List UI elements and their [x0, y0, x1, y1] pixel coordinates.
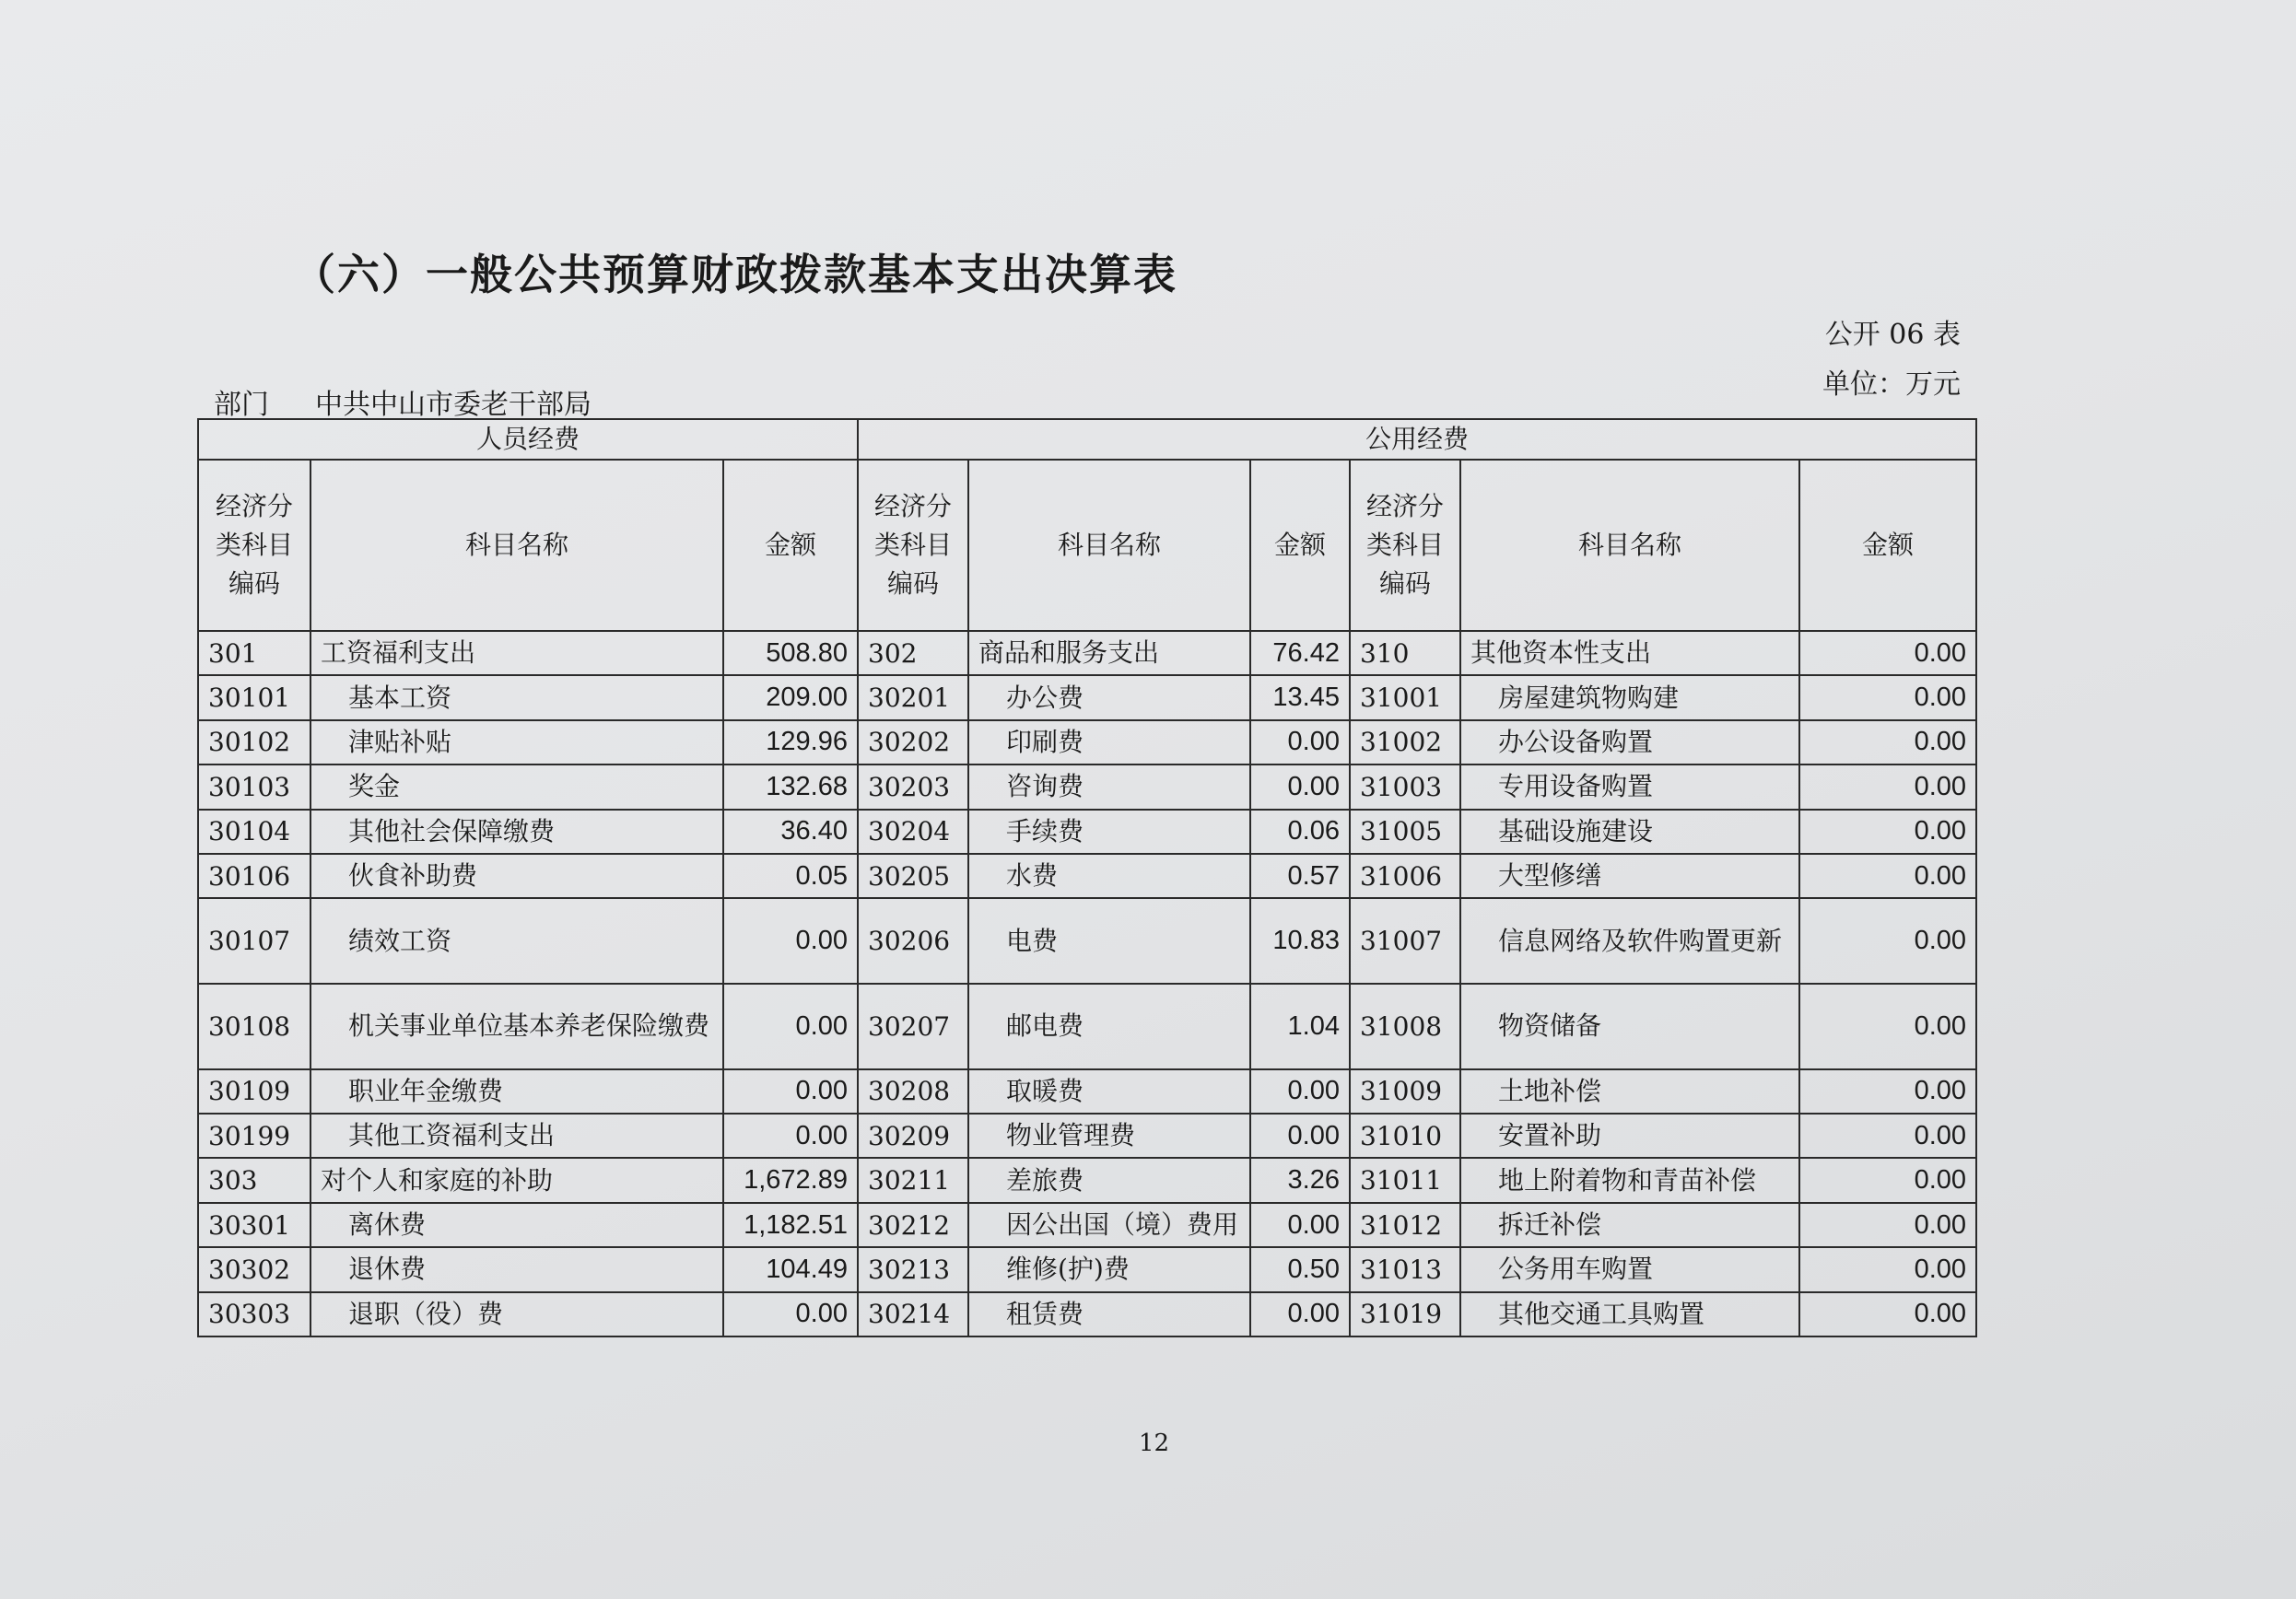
table-row: [198, 810, 1976, 854]
cell-code: 303: [198, 1158, 310, 1202]
cell-code: 30103: [198, 764, 310, 809]
cell-amount: 0.00: [1250, 1114, 1350, 1158]
cell-amount: 129.96: [723, 720, 858, 764]
cell-amount: 0.00: [1799, 1247, 1976, 1291]
table-row: [198, 1069, 1976, 1114]
cell-name: 办公设备购置: [1460, 720, 1799, 764]
cell-name: 办公费: [968, 675, 1250, 719]
cell-code: 30101: [198, 675, 310, 719]
cell-name: 职业年金缴费: [310, 1069, 723, 1114]
cell-amount: 0.06: [1250, 810, 1350, 854]
table-row: [198, 984, 1976, 1069]
cell-amount: 0.00: [1799, 764, 1976, 809]
page-title: （六）一般公共预算财政拨款基本支出决算表: [293, 250, 1177, 299]
cell-amount: 0.00: [1799, 854, 1976, 898]
cell-code: 31011: [1350, 1158, 1460, 1202]
cell-name: 离休费: [310, 1203, 723, 1247]
cell-amount: 1.04: [1250, 984, 1350, 1069]
cell-name: 基本工资: [310, 675, 723, 719]
table-row: [198, 898, 1976, 984]
header-amount-capital: 金额: [1799, 460, 1976, 631]
cell-name: 绩效工资: [310, 898, 723, 984]
cell-name: 咨询费: [968, 764, 1250, 809]
department-value: 中共中山市委老干部局: [315, 389, 592, 421]
header-name-capital: 科目名称: [1460, 460, 1799, 631]
cell-code: 30109: [198, 1069, 310, 1114]
cell-name: 物业管理费: [968, 1114, 1250, 1158]
cell-amount: 0.00: [1799, 898, 1976, 984]
cell-code: 30199: [198, 1114, 310, 1158]
table-row: [198, 764, 1976, 809]
group-public: 公用经费: [858, 419, 1976, 460]
cell-amount: 0.00: [723, 984, 858, 1069]
table-row: [198, 720, 1976, 764]
cell-amount: 0.00: [1799, 720, 1976, 764]
cell-amount: 0.00: [723, 1114, 858, 1158]
cell-code: 30203: [858, 764, 968, 809]
cell-name: 津贴补贴: [310, 720, 723, 764]
cell-name: 大型修缮: [1460, 854, 1799, 898]
cell-amount: 0.00: [1250, 764, 1350, 809]
cell-amount: 0.00: [1799, 1203, 1976, 1247]
cell-name: 土地补偿: [1460, 1069, 1799, 1114]
cell-code: 31009: [1350, 1069, 1460, 1114]
cell-amount: 0.00: [723, 898, 858, 984]
cell-amount: 0.00: [1799, 1069, 1976, 1114]
cell-name: 商品和服务支出: [968, 631, 1250, 675]
cell-name: 安置补助: [1460, 1114, 1799, 1158]
cell-code: 30107: [198, 898, 310, 984]
header-code-capital: 经济分类科目编码: [1350, 460, 1460, 631]
form-number: 公开 06 表: [1824, 319, 1961, 351]
cell-amount: 0.05: [723, 854, 858, 898]
cell-name: 房屋建筑物购建: [1460, 675, 1799, 719]
unit-label: 单位：万元: [1822, 368, 1961, 401]
cell-code: 31010: [1350, 1114, 1460, 1158]
cell-name: 水费: [968, 854, 1250, 898]
table-row: [198, 854, 1976, 898]
cell-amount: 0.00: [1250, 1292, 1350, 1336]
cell-name: 奖金: [310, 764, 723, 809]
cell-code: 30102: [198, 720, 310, 764]
cell-name: 其他社会保障缴费: [310, 810, 723, 854]
cell-amount: 10.83: [1250, 898, 1350, 984]
group-personnel: 人员经费: [198, 419, 858, 460]
cell-name: 因公出国（境）费用: [968, 1203, 1250, 1247]
cell-name: 公务用车购置: [1460, 1247, 1799, 1291]
cell-code: 301: [198, 631, 310, 675]
cell-code: 30208: [858, 1069, 968, 1114]
table-row: [198, 675, 1976, 719]
header-name-personnel: 科目名称: [310, 460, 723, 631]
cell-name: 对个人和家庭的补助: [310, 1158, 723, 1202]
cell-code: 30201: [858, 675, 968, 719]
cell-code: 30202: [858, 720, 968, 764]
cell-amount: 0.00: [1799, 984, 1976, 1069]
header-name-goods: 科目名称: [968, 460, 1250, 631]
cell-code: 30212: [858, 1203, 968, 1247]
cell-amount: 3.26: [1250, 1158, 1350, 1202]
cell-name: 机关事业单位基本养老保险缴费: [310, 984, 723, 1069]
cell-amount: 36.40: [723, 810, 858, 854]
table-row: [198, 1158, 1976, 1202]
cell-code: 302: [858, 631, 968, 675]
cell-code: 30106: [198, 854, 310, 898]
cell-amount: 0.00: [1799, 675, 1976, 719]
cell-name: 基础设施建设: [1460, 810, 1799, 854]
cell-amount: 76.42: [1250, 631, 1350, 675]
cell-amount: 0.00: [1250, 1069, 1350, 1114]
header-code-personnel: 经济分类科目编码: [198, 460, 310, 631]
cell-amount: 0.00: [1799, 1158, 1976, 1202]
department-line: [214, 381, 592, 422]
cell-name: 租赁费: [968, 1292, 1250, 1336]
cell-code: 30205: [858, 854, 968, 898]
cell-amount: 13.45: [1250, 675, 1350, 719]
cell-code: 31003: [1350, 764, 1460, 809]
cell-code: 31007: [1350, 898, 1460, 984]
cell-code: 30108: [198, 984, 310, 1069]
cell-amount: 0.00: [1250, 720, 1350, 764]
cell-amount: 104.49: [723, 1247, 858, 1291]
cell-amount: 0.57: [1250, 854, 1350, 898]
cell-name: 工资福利支出: [310, 631, 723, 675]
cell-name: 印刷费: [968, 720, 1250, 764]
header-amount-goods: 金额: [1250, 460, 1350, 631]
cell-name: 专用设备购置: [1460, 764, 1799, 809]
cell-amount: 0.00: [1799, 1114, 1976, 1158]
cell-code: 31006: [1350, 854, 1460, 898]
cell-code: 31012: [1350, 1203, 1460, 1247]
cell-code: 30301: [198, 1203, 310, 1247]
table-row: [198, 1114, 1976, 1158]
table-row: [198, 1247, 1976, 1291]
cell-name: 维修(护)费: [968, 1247, 1250, 1291]
cell-name: 邮电费: [968, 984, 1250, 1069]
cell-code: 31002: [1350, 720, 1460, 764]
budget-table: [197, 418, 1977, 1337]
cell-name: 拆迁补偿: [1460, 1203, 1799, 1247]
cell-name: 其他交通工具购置: [1460, 1292, 1799, 1336]
cell-code: 31008: [1350, 984, 1460, 1069]
cell-code: 31019: [1350, 1292, 1460, 1336]
cell-code: 31005: [1350, 810, 1460, 854]
cell-amount: 0.50: [1250, 1247, 1350, 1291]
cell-code: 310: [1350, 631, 1460, 675]
cell-code: 30303: [198, 1292, 310, 1336]
cell-amount: 0.00: [1799, 810, 1976, 854]
cell-code: 30104: [198, 810, 310, 854]
cell-name: 退职（役）费: [310, 1292, 723, 1336]
cell-amount: 1,672.89: [723, 1158, 858, 1202]
cell-amount: 0.00: [1799, 631, 1976, 675]
header-amount-personnel: 金额: [723, 460, 858, 631]
cell-name: 伙食补助费: [310, 854, 723, 898]
cell-amount: 0.00: [1799, 1292, 1976, 1336]
cell-name: 信息网络及软件购置更新: [1460, 898, 1799, 984]
table-row: [198, 1292, 1976, 1336]
table-row: [198, 631, 1976, 675]
cell-amount: 508.80: [723, 631, 858, 675]
cell-name: 其他资本性支出: [1460, 631, 1799, 675]
cell-code: 30213: [858, 1247, 968, 1291]
table-row: [198, 1203, 1976, 1247]
cell-name: 差旅费: [968, 1158, 1250, 1202]
cell-code: 30206: [858, 898, 968, 984]
cell-name: 其他工资福利支出: [310, 1114, 723, 1158]
cell-name: 取暖费: [968, 1069, 1250, 1114]
cell-code: 30207: [858, 984, 968, 1069]
cell-code: 31001: [1350, 675, 1460, 719]
cell-code: 30209: [858, 1114, 968, 1158]
page-number: 12: [1139, 1430, 1170, 1457]
cell-amount: 0.00: [723, 1069, 858, 1114]
cell-code: 31013: [1350, 1247, 1460, 1291]
cell-code: 30302: [198, 1247, 310, 1291]
cell-amount: 0.00: [723, 1292, 858, 1336]
cell-amount: 209.00: [723, 675, 858, 719]
cell-amount: 0.00: [1250, 1203, 1350, 1247]
cell-name: 地上附着物和青苗补偿: [1460, 1158, 1799, 1202]
header-code-goods: 经济分类科目编码: [858, 460, 968, 631]
cell-name: 手续费: [968, 810, 1250, 854]
cell-code: 30214: [858, 1292, 968, 1336]
cell-amount: 132.68: [723, 764, 858, 809]
cell-code: 30211: [858, 1158, 968, 1202]
cell-name: 退休费: [310, 1247, 723, 1291]
cell-amount: 1,182.51: [723, 1203, 858, 1247]
cell-code: 30204: [858, 810, 968, 854]
cell-name: 电费: [968, 898, 1250, 984]
cell-name: 物资储备: [1460, 984, 1799, 1069]
department-label: 部门: [214, 389, 269, 421]
